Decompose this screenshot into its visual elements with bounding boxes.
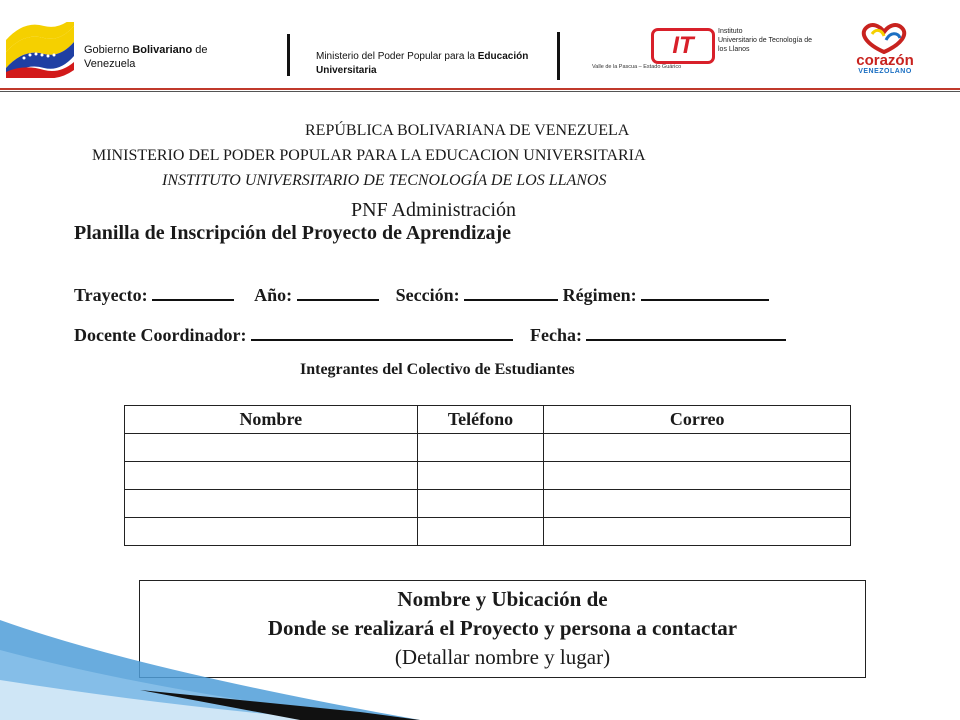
fields-row-1	[74, 283, 769, 306]
header-rule-gray	[0, 91, 960, 92]
table-row	[125, 518, 851, 546]
trayecto-field[interactable]	[152, 283, 234, 301]
ministry-prefix: Ministerio del Poder Popular para la	[316, 51, 475, 62]
iut-line1: Instituto	[718, 28, 743, 35]
iut-logo-text: IT	[672, 32, 694, 59]
iut-line2: Universitario de Tecnología de	[718, 37, 813, 44]
nombre-cell[interactable]	[125, 434, 418, 462]
corazon-title: corazón	[856, 52, 914, 69]
decorative-swoosh	[0, 580, 420, 720]
corazon-heart-icon	[858, 22, 910, 54]
header-divider	[557, 32, 560, 80]
seccion-field[interactable]	[464, 283, 558, 301]
iut-logo	[651, 28, 715, 64]
column-header-nombre: Nombre	[125, 406, 418, 434]
telefono-cell[interactable]	[417, 518, 544, 546]
gov-label	[84, 43, 208, 71]
regimen-label: Régimen:	[562, 285, 637, 305]
location-line2: Donde se realizará el Proyecto y persona a contactar	[267, 616, 738, 640]
ministry-title: MINISTERIO DEL PODER POPULAR PARA LA EDUCACION UNIVERSITARIA	[92, 147, 646, 164]
telefono-cell[interactable]	[417, 462, 544, 490]
republic-title: REPÚBLICA BOLIVARIANA DE VENEZUELA	[305, 122, 630, 139]
members-table	[124, 405, 851, 546]
column-header-telefono: Teléfono	[417, 406, 544, 434]
telefono-cell[interactable]	[417, 490, 544, 518]
ministry-line2: Universitaria	[316, 65, 377, 76]
gov-line2: Venezuela	[84, 58, 136, 70]
correo-cell[interactable]	[544, 490, 851, 518]
fecha-label: Fecha:	[529, 325, 582, 345]
docente-label: Docente Coordinador:	[74, 325, 247, 345]
location-line1: Nombre y Ubicación de	[397, 587, 608, 611]
gov-prefix: Gobierno	[84, 44, 130, 56]
column-header-correo: Correo	[544, 406, 851, 434]
nombre-cell[interactable]	[125, 518, 418, 546]
regimen-field[interactable]	[641, 283, 769, 301]
form-title: Planilla de Inscripción del Proyecto de Aprendizaje	[74, 222, 512, 244]
nombre-cell[interactable]	[125, 490, 418, 518]
iut-label	[718, 27, 812, 54]
docente-field[interactable]	[251, 323, 513, 341]
iut-address: Valle de la Pascua – Estado Guárico	[592, 64, 682, 70]
gov-suffix: de	[195, 44, 208, 56]
fields-row-2	[74, 323, 786, 346]
table-header-row	[125, 406, 851, 434]
iut-line3: los Llanos	[718, 46, 750, 53]
members-title: Integrantes del Colectivo de Estudiantes	[300, 361, 575, 378]
corazon-subtitle: VENEZOLANO	[858, 68, 912, 75]
table-row	[125, 490, 851, 518]
correo-cell[interactable]	[544, 518, 851, 546]
telefono-cell[interactable]	[417, 434, 544, 462]
correo-cell[interactable]	[544, 434, 851, 462]
ministry-label	[316, 50, 528, 78]
venezuela-flag-icon	[4, 22, 76, 78]
anio-label: Año:	[254, 285, 293, 305]
correo-cell[interactable]	[544, 462, 851, 490]
header-divider	[287, 34, 290, 76]
header-rule-red	[0, 88, 960, 90]
pnf-title: PNF Administración	[351, 199, 517, 221]
seccion-label: Sección:	[395, 285, 460, 305]
location-line3: (Detallar nombre y lugar)	[394, 645, 611, 669]
trayecto-label: Trayecto:	[74, 285, 148, 305]
table-row	[125, 434, 851, 462]
table-row	[125, 462, 851, 490]
anio-field[interactable]	[297, 283, 379, 301]
institute-title: INSTITUTO UNIVERSITARIO DE TECNOLOGÍA DE LOS LLANOS	[162, 172, 607, 189]
ministry-strong: Educación	[477, 51, 529, 62]
nombre-cell[interactable]	[125, 462, 418, 490]
fecha-field[interactable]	[586, 323, 786, 341]
gov-strong: Bolivariano	[132, 44, 193, 56]
